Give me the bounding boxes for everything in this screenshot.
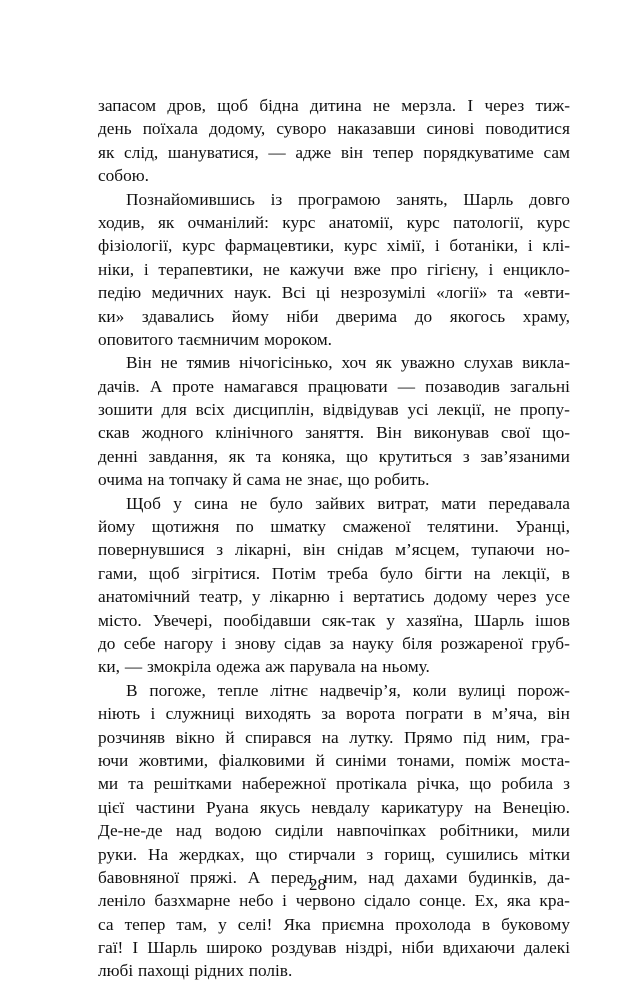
text-line: зошити для всіх дисциплін, відвідував усі лекції, не пропу- bbox=[98, 400, 570, 420]
text-line: денні завдання, як та коняка, що крутиться з зав’язаними bbox=[98, 446, 570, 466]
text-line: В погоже, тепле літнє надвечір’я, коли вулиці порож- bbox=[126, 680, 570, 700]
text-line: гаї! І Шарль широко роздував ніздрі, ніби вдихаючи далекі bbox=[98, 938, 570, 958]
text-line: запасом дров, щоб бідна дитина не мерзла. І через тиж- bbox=[98, 96, 570, 115]
body-text bbox=[98, 94, 570, 983]
page-number: 28 bbox=[308, 875, 327, 894]
text-line: розчиняв вікно й спирався на лутку. Прямо під ним, гра- bbox=[98, 727, 570, 747]
text-line: бавовняної пряжі. А перед ним, над дахами будинків, да- bbox=[98, 867, 570, 887]
text-line: дачів. А проте намагався працювати — позаводив загальні bbox=[98, 376, 570, 396]
text-line: руки. На жердках, що стирчали з горищ, сушились мітки bbox=[98, 844, 570, 864]
text-line: са тепер там, у селі! Яка приємна прохолода в буковому bbox=[98, 914, 570, 934]
text-line: ки» здавались йому ніби дверима до якогось храму, bbox=[98, 306, 570, 326]
text-line: Де-не-де над водою сиділи навпочіпках робітники, мили bbox=[98, 821, 570, 841]
text-line: собою. bbox=[98, 166, 149, 186]
text-line: любі пахощі рідних полів. bbox=[98, 961, 293, 981]
text-line: леніло базхмарне небо і червоно сідало сонце. Ех, яка кра- bbox=[98, 891, 570, 911]
text-line: ки, — змокріла одежа аж парувала на ньому. bbox=[98, 657, 430, 677]
text-line: йому щотижня по шматку смаженої телятини. Уранці, bbox=[98, 517, 570, 537]
text-line: день поїхала додому, суворо наказавши синові поводитися bbox=[98, 119, 570, 139]
text-line: фізіології, курс фармацевтики, курс хімії, і ботаніки, і клі- bbox=[98, 236, 570, 256]
text-line: очима на топчаку й сама не знає, що робить. bbox=[98, 470, 430, 490]
text-line: скав жодного клінічного заняття. Він виконував свої що- bbox=[98, 423, 570, 443]
text-line: гами, щоб зігрітися. Потім треба було бігти на лекції, в bbox=[98, 563, 570, 583]
text-line: оповитого таємничим мороком. bbox=[98, 329, 333, 349]
text-line: до себе нагору і знову сідав за науку біля розжареної груб- bbox=[98, 633, 570, 653]
text-line: педію медичних наук. Всі ці незрозумілі «логії» та «евти- bbox=[98, 283, 570, 303]
text-line: ми та решітками набережної протікала річка, що робила з bbox=[98, 774, 570, 794]
text-line: ніки, і терапевтики, не кажучи вже про гігієну, і енцикло- bbox=[98, 259, 570, 279]
text-line: місто. Увечері, пообідавши сяк-так у хазяїна, Шарль ішов bbox=[98, 610, 570, 630]
text-line: Він не тямив нічогісінько, хоч як уважно слухав викла- bbox=[126, 353, 570, 373]
text-line: ючи жовтими, фіалковими й синіми тонами, поміж моста- bbox=[98, 750, 570, 770]
text-line: Познайомившись із програмою занять, Шарль довго bbox=[126, 189, 570, 209]
text-line: Щоб у сина не було зайвих витрат, мати передавала bbox=[126, 493, 570, 513]
text-line: повернувшися з лікарні, він снідав м’ясцем, тупаючи но- bbox=[98, 540, 570, 560]
text-line: як слід, шануватися, — адже він тепер порядкуватиме сам bbox=[98, 142, 570, 162]
text-line: анатомічний театр, у лікарню і вертатись додому через усе bbox=[98, 587, 570, 607]
text-line: цієї частини Руана якусь невдалу карикатуру на Венецію. bbox=[98, 797, 570, 817]
text-line: ходив, як очманілий: курс анатомії, курс патології, курс bbox=[98, 212, 570, 232]
text-line: ніють і служниці виходять за ворота пограти в м’яча, він bbox=[98, 704, 570, 724]
